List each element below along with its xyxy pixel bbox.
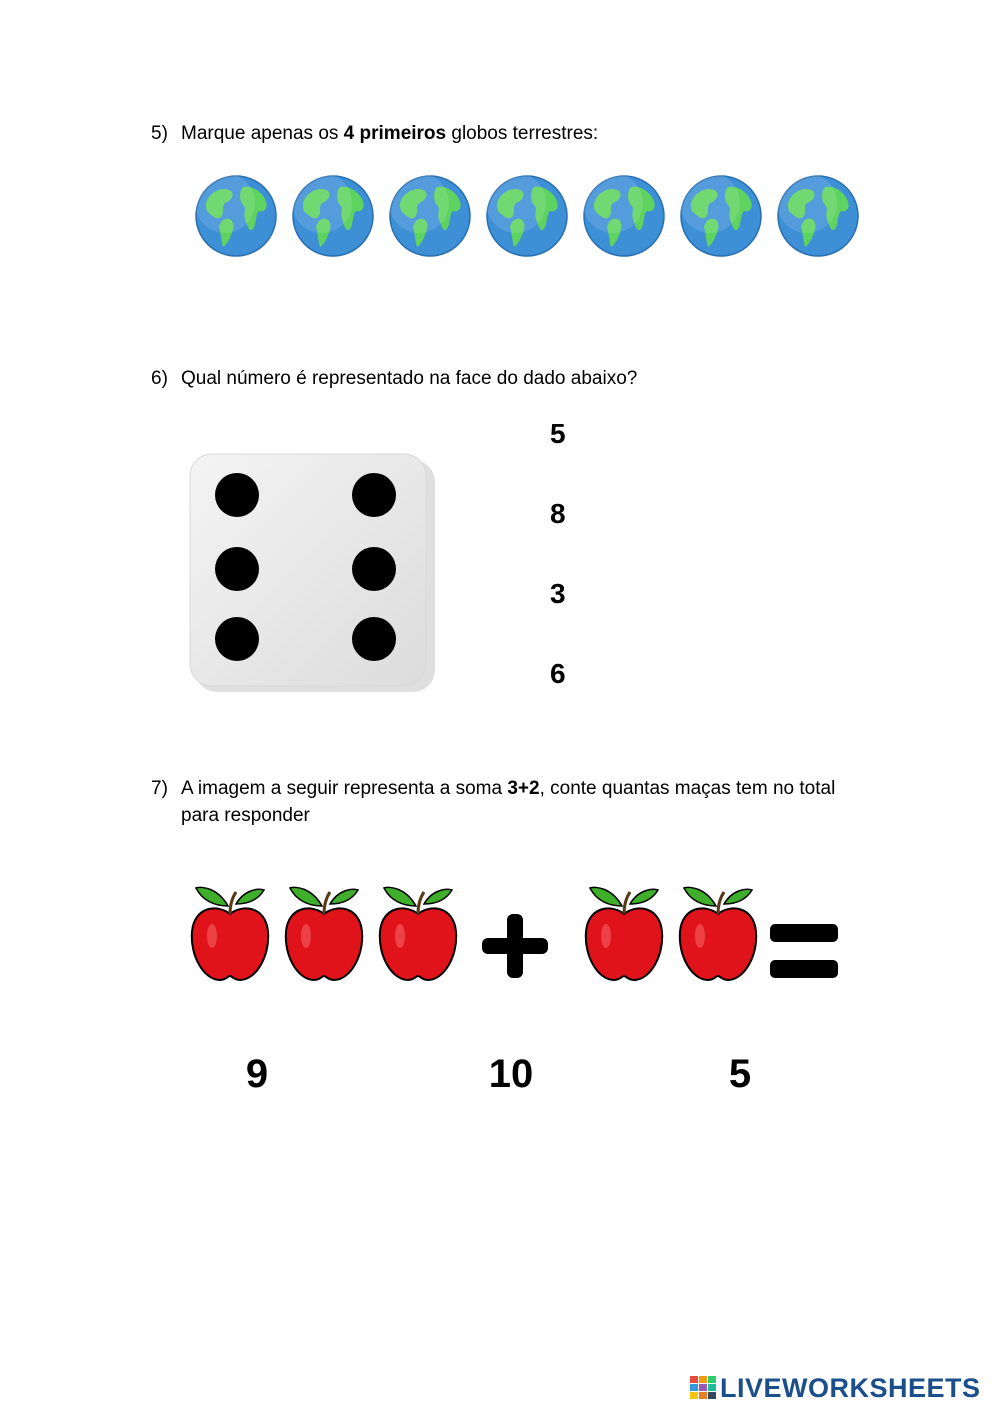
question-6-text: Qual número é representado na face do dado abaixo? xyxy=(181,368,638,389)
globe-icon[interactable] xyxy=(195,175,277,257)
die-pip xyxy=(352,473,396,517)
question-7-text-bold: 3+2 xyxy=(507,778,540,799)
liveworksheets-logo-icon xyxy=(690,1376,716,1400)
answer-option[interactable]: 9 xyxy=(245,1052,269,1096)
globe-icon[interactable] xyxy=(389,175,471,257)
globe-icon[interactable] xyxy=(583,175,665,257)
apple-icon xyxy=(376,884,460,984)
die-pip xyxy=(215,547,259,591)
liveworksheets-brand: LIVEWORKSHEETS xyxy=(720,1372,981,1403)
question-7-number: 7) xyxy=(151,778,168,799)
question-5-text-before: Marque apenas os xyxy=(181,123,344,144)
globe-icon[interactable] xyxy=(777,175,859,257)
question-5-text-bold: 4 primeiros xyxy=(343,123,447,144)
globe-icon[interactable] xyxy=(486,175,568,257)
answer-option[interactable]: 6 xyxy=(550,658,566,689)
plus-sign-icon xyxy=(480,912,550,980)
apple-icon xyxy=(582,884,666,984)
globe-icon[interactable] xyxy=(292,175,374,257)
apple-icon xyxy=(282,884,366,984)
equals-sign-icon xyxy=(768,922,840,982)
answer-option[interactable]: 5 xyxy=(550,418,566,449)
die-pip xyxy=(352,547,396,591)
globe-row xyxy=(195,175,860,259)
answer-option[interactable]: 5 xyxy=(728,1052,752,1096)
question-5-number: 5) xyxy=(151,123,168,144)
question-7-text-after: , conte quantas maças tem no total xyxy=(539,778,836,799)
question-7-text xyxy=(181,775,835,802)
question-5-text xyxy=(181,120,598,147)
die-image xyxy=(187,452,437,697)
question-7-text-before: A imagem a seguir representa a soma xyxy=(181,778,508,799)
question-6-number: 6) xyxy=(151,368,168,389)
die-pip xyxy=(352,617,396,661)
answer-option[interactable]: 8 xyxy=(550,498,566,529)
question-7-text-line2: para responder xyxy=(181,805,310,826)
die-pip xyxy=(215,473,259,517)
apple-icon xyxy=(676,884,760,984)
globe-icon[interactable] xyxy=(680,175,762,257)
die-pip xyxy=(215,617,259,661)
answer-option[interactable]: 10 xyxy=(488,1052,534,1096)
answer-option[interactable]: 3 xyxy=(550,578,566,609)
apple-icon xyxy=(188,884,272,984)
liveworksheets-footer xyxy=(690,1370,990,1406)
question-5-text-after: globos terrestres: xyxy=(446,123,599,144)
